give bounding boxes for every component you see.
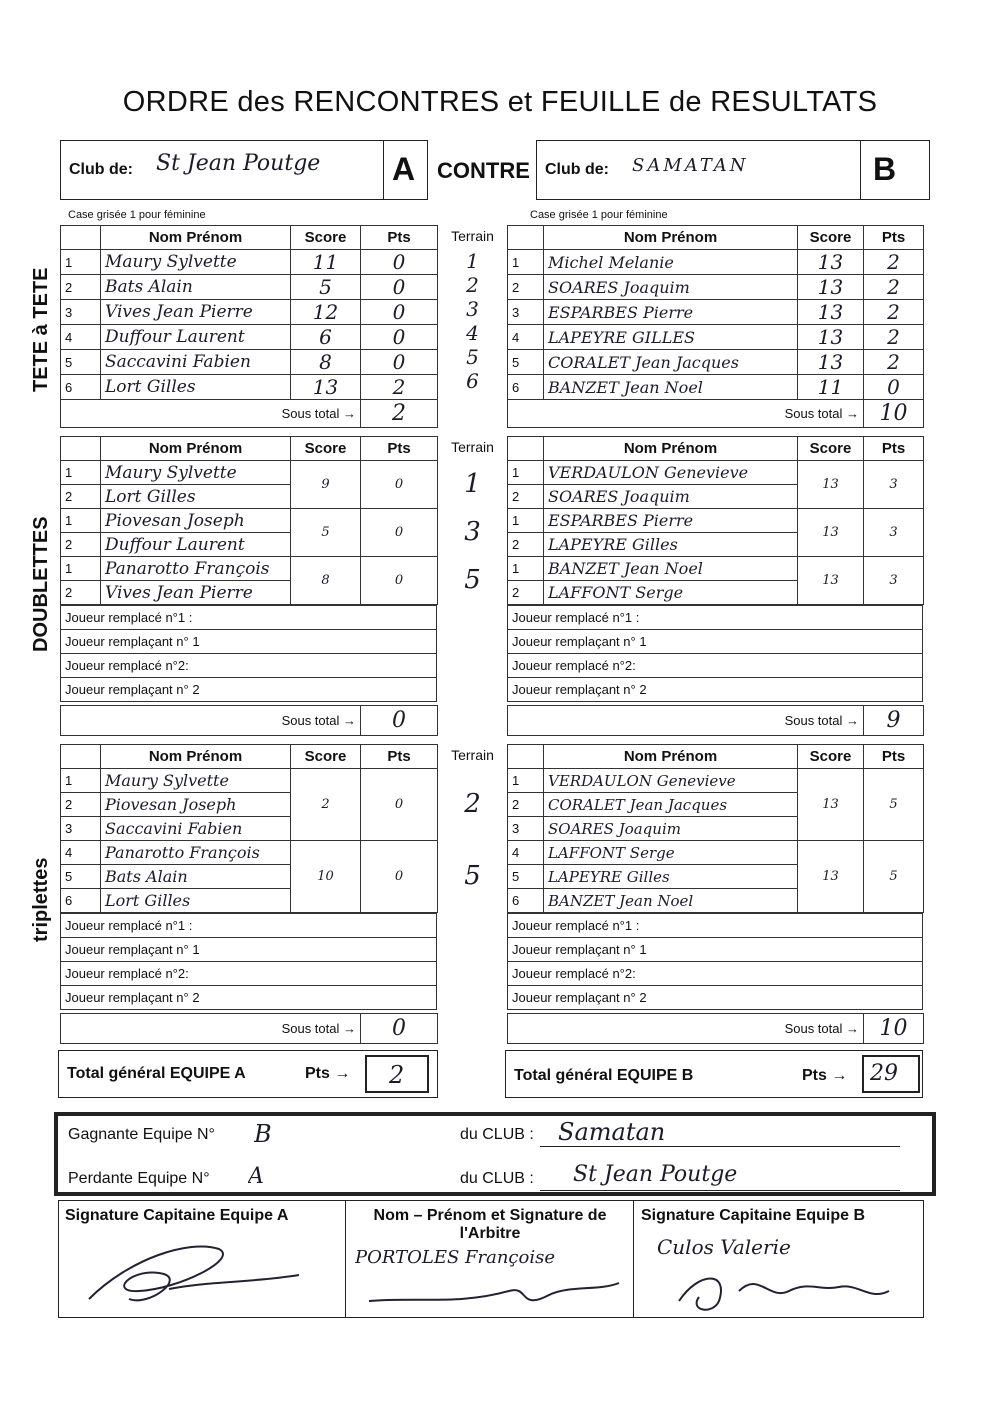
trip-subtotal-b bbox=[507, 1013, 924, 1044]
col-pts: Pts bbox=[361, 226, 438, 250]
doub-table-b bbox=[507, 436, 924, 605]
team-score: 13 bbox=[798, 509, 864, 557]
row-number: 2 bbox=[61, 275, 101, 300]
table-row bbox=[61, 350, 438, 375]
repl-label: Joueur remplaçant n° 2 bbox=[61, 678, 437, 702]
terrain-column-doub bbox=[445, 436, 500, 604]
du-club-label: du CLUB : bbox=[460, 1170, 534, 1187]
table-row bbox=[61, 375, 438, 400]
row-number: 1 bbox=[61, 509, 101, 533]
du-club-label: du CLUB : bbox=[460, 1126, 534, 1143]
col-nom: Nom Prénom bbox=[544, 437, 798, 461]
table-row bbox=[508, 275, 924, 300]
player-name: Duffour Laurent bbox=[101, 325, 291, 350]
col-terrain: Terrain bbox=[451, 439, 494, 455]
table-row bbox=[508, 841, 924, 865]
player-pts: 2 bbox=[864, 275, 924, 300]
player-name: Michel Melanie bbox=[544, 250, 798, 275]
row-number: 4 bbox=[508, 841, 544, 865]
table-row bbox=[61, 841, 438, 865]
player-name: Vives Jean Pierre bbox=[101, 300, 291, 325]
table-row bbox=[61, 275, 438, 300]
col-terrain: Terrain bbox=[451, 747, 494, 763]
row-number: 6 bbox=[508, 889, 544, 913]
cap-a-label: Signature Capitaine Equipe A bbox=[65, 1207, 289, 1224]
table-row bbox=[61, 300, 438, 325]
col-score: Score bbox=[291, 437, 361, 461]
subtotal-label: Sous total → bbox=[61, 400, 361, 428]
col-nom: Nom Prénom bbox=[101, 745, 291, 769]
col-pts: Pts bbox=[864, 226, 924, 250]
page-title: ORDRE des RENCONTRES et FEUILLE de RESULTATS bbox=[122, 86, 878, 118]
row-number: 5 bbox=[61, 350, 101, 375]
terrain-value: 2 bbox=[466, 273, 479, 297]
row-number: 5 bbox=[508, 350, 544, 375]
player-name: BANZET Jean Noel bbox=[544, 889, 798, 913]
trip-repl-a bbox=[60, 913, 437, 1010]
total-a-label: Total général EQUIPE A bbox=[67, 1065, 246, 1082]
team-pts: 0 bbox=[361, 461, 438, 509]
club-a-label: Club de: bbox=[69, 161, 133, 178]
row-number: 1 bbox=[61, 769, 101, 793]
table-row bbox=[508, 461, 924, 485]
player-name: Saccavini Fabien bbox=[101, 817, 291, 841]
row-number: 6 bbox=[61, 375, 101, 400]
table-row bbox=[61, 250, 438, 275]
row-number: 1 bbox=[61, 250, 101, 275]
player-score: 12 bbox=[291, 300, 361, 325]
player-name: LAFFONT Serge bbox=[544, 841, 798, 865]
total-b-pts-label: Pts → bbox=[802, 1067, 848, 1084]
team-score: 8 bbox=[291, 557, 361, 605]
gagnante-club: Samatan bbox=[558, 1118, 666, 1146]
total-a-box bbox=[58, 1050, 438, 1098]
col-terrain: Terrain bbox=[451, 228, 494, 244]
section-label-triplettes: triplettes bbox=[30, 857, 52, 942]
col-pts: Pts bbox=[864, 437, 924, 461]
terrain-value: 3 bbox=[466, 297, 479, 321]
player-pts: 0 bbox=[361, 275, 438, 300]
signatures-box bbox=[58, 1200, 924, 1318]
repl-label: Joueur remplacé n°1 : bbox=[61, 914, 437, 938]
section-label-doublettes: DOUBLETTES bbox=[30, 516, 52, 652]
team-score: 2 bbox=[291, 769, 361, 841]
perdante-club: St Jean Poutge bbox=[573, 1162, 738, 1187]
section-label-tete: TETE à TETE bbox=[30, 267, 52, 392]
row-number: 3 bbox=[61, 300, 101, 325]
player-name: VERDAULON Genevieve bbox=[544, 769, 798, 793]
trip-subtotal-a bbox=[60, 1013, 438, 1044]
player-name: Lort Gilles bbox=[101, 485, 291, 509]
contre-label: CONTRE bbox=[437, 158, 530, 183]
table-row bbox=[508, 557, 924, 581]
arbitre-name: PORTOLES Françoise bbox=[355, 1247, 555, 1268]
player-name: SOARES Joaquim bbox=[544, 485, 798, 509]
row-number: 1 bbox=[61, 461, 101, 485]
player-score: 13 bbox=[798, 300, 864, 325]
doub-repl-b bbox=[507, 605, 923, 702]
team-a-letter-box bbox=[383, 140, 428, 200]
col-pts: Pts bbox=[361, 437, 438, 461]
doub-repl-a bbox=[60, 605, 437, 702]
cap-b-label: Signature Capitaine Equipe B bbox=[641, 1207, 866, 1224]
player-score: 8 bbox=[291, 350, 361, 375]
row-number: 5 bbox=[508, 865, 544, 889]
subtotal-a: 0 bbox=[361, 1014, 438, 1044]
player-name: Bats Alain bbox=[101, 275, 291, 300]
row-number: 1 bbox=[508, 250, 544, 275]
player-name: CORALET Jean Jacques bbox=[544, 793, 798, 817]
table-row bbox=[61, 509, 438, 533]
team-a-letter: A bbox=[392, 151, 416, 187]
team-pts: 3 bbox=[864, 509, 924, 557]
subtotal-label: Sous total → bbox=[508, 400, 864, 428]
doub-table-a bbox=[60, 436, 438, 605]
row-number: 4 bbox=[61, 841, 101, 865]
terrain-value: 1 bbox=[466, 249, 479, 273]
team-score: 5 bbox=[291, 509, 361, 557]
arbitre-label: Nom – Prénom et Signature de l'Arbitre bbox=[373, 1207, 607, 1242]
player-score: 13 bbox=[291, 375, 361, 400]
table-row bbox=[61, 325, 438, 350]
col-nom: Nom Prénom bbox=[544, 226, 798, 250]
player-name: Panarotto François bbox=[101, 841, 291, 865]
player-score: 6 bbox=[291, 325, 361, 350]
team-pts: 3 bbox=[864, 557, 924, 605]
player-name: Lort Gilles bbox=[101, 375, 291, 400]
row-number: 1 bbox=[508, 769, 544, 793]
row-number: 4 bbox=[61, 325, 101, 350]
table-row bbox=[508, 350, 924, 375]
col-nom: Nom Prénom bbox=[101, 437, 291, 461]
terrain-value: 5 bbox=[464, 861, 481, 891]
cap-b-name: Culos Valerie bbox=[657, 1235, 791, 1259]
col-score: Score bbox=[291, 745, 361, 769]
player-name: Maury Sylvette bbox=[101, 769, 291, 793]
terrain-column-trip bbox=[445, 744, 500, 912]
terrain-value: 4 bbox=[466, 321, 479, 345]
player-pts: 2 bbox=[361, 375, 438, 400]
table-row bbox=[508, 769, 924, 793]
total-b-value: 29 bbox=[870, 1061, 898, 1086]
team-score: 13 bbox=[798, 841, 864, 913]
player-name: LAFFONT Serge bbox=[544, 581, 798, 605]
player-name: Piovesan Joseph bbox=[101, 509, 291, 533]
total-a-value: 2 bbox=[389, 1061, 405, 1089]
col-pts: Pts bbox=[864, 745, 924, 769]
terrain-value: 6 bbox=[466, 369, 479, 393]
subtotal-a: 0 bbox=[361, 706, 438, 736]
player-score: 11 bbox=[291, 250, 361, 275]
row-number: 3 bbox=[508, 817, 544, 841]
repl-label: Joueur remplacé n°1 : bbox=[61, 606, 437, 630]
terrain-value: 5 bbox=[466, 345, 479, 369]
row-number: 3 bbox=[61, 817, 101, 841]
row-number: 4 bbox=[508, 325, 544, 350]
trip-table-b bbox=[507, 744, 924, 913]
player-name: BANZET Jean Noel bbox=[544, 557, 798, 581]
player-score: 13 bbox=[798, 325, 864, 350]
case-grisee-note-b: Case grisée 1 pour féminine bbox=[530, 209, 668, 221]
gagnante-value: B bbox=[254, 1120, 272, 1148]
table-row bbox=[61, 461, 438, 485]
team-pts: 5 bbox=[864, 841, 924, 913]
player-pts: 2 bbox=[864, 325, 924, 350]
table-row bbox=[508, 250, 924, 275]
repl-label: Joueur remplacé n°2: bbox=[61, 962, 437, 986]
club-a-box bbox=[60, 140, 428, 200]
subtotal-label: Sous total → bbox=[61, 1014, 361, 1044]
player-name: Saccavini Fabien bbox=[101, 350, 291, 375]
repl-label: Joueur remplacé n°1 : bbox=[508, 606, 923, 630]
result-box bbox=[54, 1112, 936, 1196]
team-pts: 0 bbox=[361, 509, 438, 557]
player-name: LAPEYRE Gilles bbox=[544, 533, 798, 557]
repl-label: Joueur remplaçant n° 1 bbox=[508, 938, 923, 962]
table-row bbox=[508, 325, 924, 350]
player-name: VERDAULON Genevieve bbox=[544, 461, 798, 485]
col-pts: Pts bbox=[361, 745, 438, 769]
player-score: 11 bbox=[798, 375, 864, 400]
team-score: 9 bbox=[291, 461, 361, 509]
club-b-label: Club de: bbox=[545, 161, 609, 178]
player-score: 13 bbox=[798, 275, 864, 300]
repl-label: Joueur remplaçant n° 1 bbox=[508, 630, 923, 654]
player-name: SOARES Joaquim bbox=[544, 817, 798, 841]
subtotal-label: Sous total → bbox=[508, 706, 864, 736]
terrain-value: 3 bbox=[464, 517, 481, 547]
col-score: Score bbox=[291, 226, 361, 250]
subtotal-b: 10 bbox=[864, 400, 924, 428]
case-grisee-note-a: Case grisée 1 pour féminine bbox=[68, 209, 206, 221]
team-pts: 0 bbox=[361, 769, 438, 841]
club-b-name: SAMATAN bbox=[632, 155, 749, 176]
repl-label: Joueur remplacé n°1 : bbox=[508, 914, 923, 938]
repl-label: Joueur remplaçant n° 1 bbox=[61, 938, 437, 962]
table-row bbox=[508, 300, 924, 325]
table-row bbox=[508, 375, 924, 400]
table-row bbox=[61, 557, 438, 581]
row-number: 6 bbox=[61, 889, 101, 913]
col-score: Score bbox=[798, 745, 864, 769]
total-a-pts-label: Pts → bbox=[305, 1065, 351, 1082]
row-number: 2 bbox=[61, 793, 101, 817]
doub-subtotal-a bbox=[60, 705, 438, 736]
row-number: 6 bbox=[508, 375, 544, 400]
team-b-letter-box bbox=[860, 140, 930, 200]
team-b-letter: B bbox=[873, 151, 897, 187]
player-pts: 0 bbox=[361, 250, 438, 275]
trip-table-a bbox=[60, 744, 438, 913]
player-score: 5 bbox=[291, 275, 361, 300]
subtotal-b: 9 bbox=[864, 706, 924, 736]
signature-arbitre bbox=[359, 1271, 629, 1315]
team-pts: 3 bbox=[864, 461, 924, 509]
row-number: 2 bbox=[508, 581, 544, 605]
repl-label: Joueur remplacé n°2: bbox=[508, 654, 923, 678]
row-number: 2 bbox=[61, 485, 101, 509]
player-name: ESPARBES Pierre bbox=[544, 509, 798, 533]
player-pts: 2 bbox=[864, 350, 924, 375]
player-name: CORALET Jean Jacques bbox=[544, 350, 798, 375]
subtotal-a: 2 bbox=[361, 400, 438, 428]
row-number: 1 bbox=[508, 509, 544, 533]
team-score: 13 bbox=[798, 557, 864, 605]
repl-label: Joueur remplacé n°2: bbox=[61, 654, 437, 678]
repl-label: Joueur remplaçant n° 1 bbox=[61, 630, 437, 654]
row-number: 2 bbox=[508, 275, 544, 300]
trip-repl-b bbox=[507, 913, 923, 1010]
row-number: 1 bbox=[508, 461, 544, 485]
row-number: 5 bbox=[61, 865, 101, 889]
gagnante-label: Gagnante Equipe N° bbox=[68, 1126, 215, 1143]
player-name: Panarotto François bbox=[101, 557, 291, 581]
col-score: Score bbox=[798, 437, 864, 461]
tete-table-b bbox=[507, 225, 924, 428]
subtotal-label: Sous total → bbox=[508, 1014, 864, 1044]
team-pts: 0 bbox=[361, 841, 438, 913]
player-pts: 0 bbox=[361, 325, 438, 350]
row-number: 1 bbox=[61, 557, 101, 581]
row-number: 3 bbox=[508, 300, 544, 325]
player-name: Maury Sylvette bbox=[101, 250, 291, 275]
club-a-name: St Jean Poutge bbox=[156, 151, 321, 176]
player-name: Piovesan Joseph bbox=[101, 793, 291, 817]
player-pts: 2 bbox=[864, 300, 924, 325]
player-name: Vives Jean Pierre bbox=[101, 581, 291, 605]
player-score: 13 bbox=[798, 250, 864, 275]
team-pts: 5 bbox=[864, 769, 924, 841]
team-score: 10 bbox=[291, 841, 361, 913]
perdante-label: Perdante Equipe N° bbox=[68, 1170, 210, 1187]
repl-label: Joueur remplacé n°2: bbox=[508, 962, 923, 986]
player-name: Bats Alain bbox=[101, 865, 291, 889]
team-pts: 0 bbox=[361, 557, 438, 605]
row-number: 2 bbox=[61, 533, 101, 557]
repl-label: Joueur remplaçant n° 2 bbox=[61, 986, 437, 1010]
doub-subtotal-b bbox=[507, 705, 924, 736]
row-number: 2 bbox=[61, 581, 101, 605]
terrain-value: 5 bbox=[464, 565, 481, 595]
row-number: 2 bbox=[508, 485, 544, 509]
player-name: LAPEYRE Gilles bbox=[544, 865, 798, 889]
signature-cap-b bbox=[659, 1261, 919, 1317]
player-name: Lort Gilles bbox=[101, 889, 291, 913]
signature-cap-a bbox=[69, 1229, 339, 1315]
total-b-label: Total général EQUIPE B bbox=[514, 1067, 694, 1084]
terrain-value: 2 bbox=[464, 789, 481, 819]
terrain-value: 1 bbox=[464, 469, 481, 499]
player-name: ESPARBES Pierre bbox=[544, 300, 798, 325]
player-name: Maury Sylvette bbox=[101, 461, 291, 485]
row-number: 2 bbox=[508, 793, 544, 817]
col-nom: Nom Prénom bbox=[101, 226, 291, 250]
row-number: 1 bbox=[508, 557, 544, 581]
player-score: 13 bbox=[798, 350, 864, 375]
table-row bbox=[61, 769, 438, 793]
player-name: BANZET Jean Noel bbox=[544, 375, 798, 400]
repl-label: Joueur remplaçant n° 2 bbox=[508, 986, 923, 1010]
player-pts: 0 bbox=[361, 300, 438, 325]
terrain-column-tete bbox=[445, 225, 500, 393]
perdante-value: A bbox=[248, 1164, 264, 1189]
player-name: Duffour Laurent bbox=[101, 533, 291, 557]
col-score: Score bbox=[798, 226, 864, 250]
player-name: LAPEYRE GILLES bbox=[544, 325, 798, 350]
col-nom: Nom Prénom bbox=[544, 745, 798, 769]
total-b-box bbox=[505, 1050, 923, 1098]
player-pts: 0 bbox=[864, 375, 924, 400]
team-score: 13 bbox=[798, 769, 864, 841]
repl-label: Joueur remplaçant n° 2 bbox=[508, 678, 923, 702]
player-pts: 2 bbox=[864, 250, 924, 275]
team-score: 13 bbox=[798, 461, 864, 509]
tete-table-a bbox=[60, 225, 438, 428]
row-number: 2 bbox=[508, 533, 544, 557]
table-row bbox=[508, 509, 924, 533]
subtotal-label: Sous total → bbox=[61, 706, 361, 736]
subtotal-b: 10 bbox=[864, 1014, 924, 1044]
player-pts: 0 bbox=[361, 350, 438, 375]
player-name: SOARES Joaquim bbox=[544, 275, 798, 300]
